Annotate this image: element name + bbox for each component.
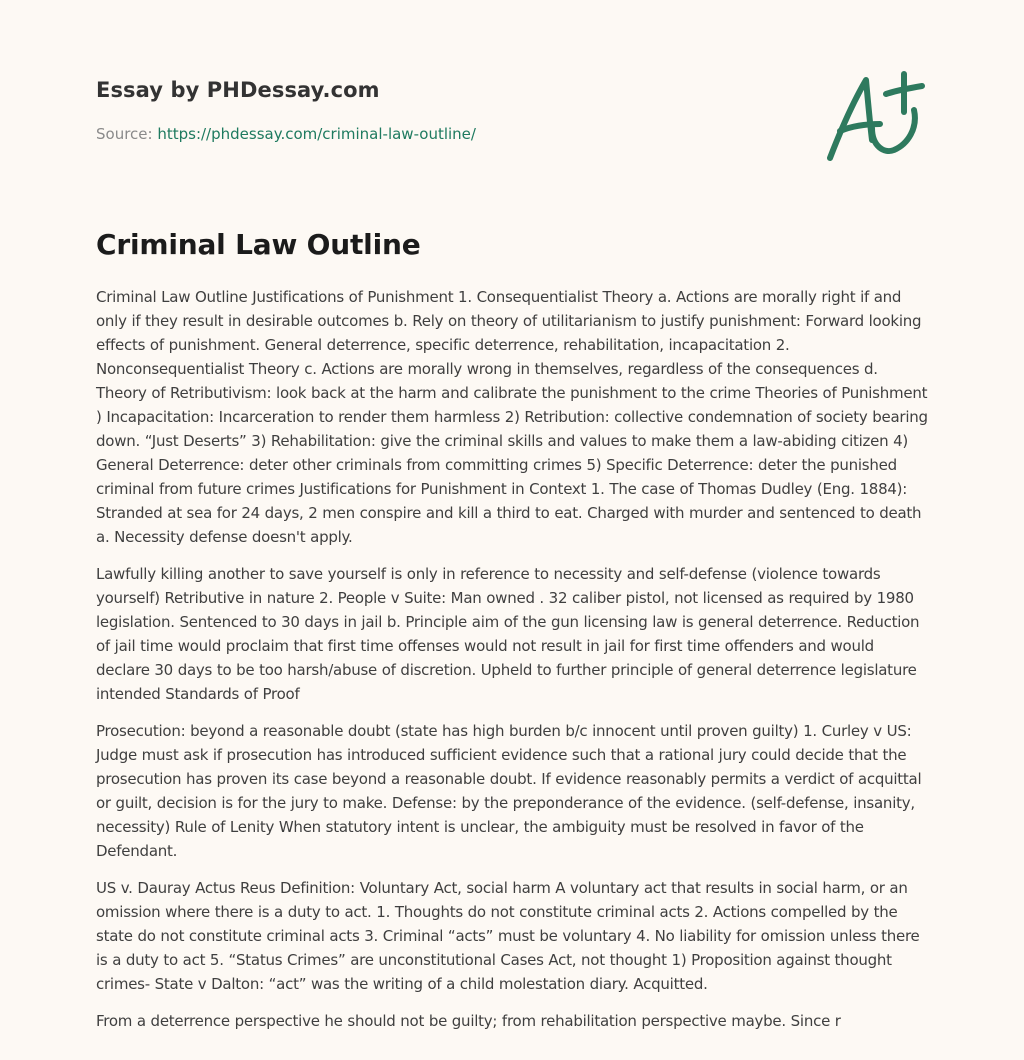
source-label: Source: bbox=[96, 125, 158, 143]
essay-paragraph: Lawfully killing another to save yourself is only in reference to necessity and self-defense (violence towards yourself) Retributive in nature 2. People v Suite: Man owned . 32 caliber pistol, not licensed as required by 1980 legislation. Sentenced to 30 days in jail b. Principle aim of the gun licensing law is general deterrence. Reduction of jail time would proclaim that first time offenses would not result in jail for first time offenders and would declare 30 days to be too harsh/abuse of discretion. Upheld to further principle of general deterrence legislature intended Standards of Proof bbox=[96, 565, 920, 703]
essay-body bbox=[96, 285, 932, 1046]
essay-paragraph: From a deterrence perspective he should not be guilty; from rehabilitation perspective maybe. Since r bbox=[96, 1012, 841, 1030]
source-link[interactable]: https://phdessay.com/criminal-law-outline/ bbox=[157, 125, 476, 143]
site-brand: Essay by PHDessay.com bbox=[96, 78, 380, 102]
a-plus-grade-icon bbox=[818, 66, 934, 166]
essay-paragraph: Criminal Law Outline Justifications of Punishment 1. Consequentialist Theory a. Actions are morally right if and only if they result in desirable outcomes b. Rely on theory of utilitarianism to justify punishment: Forward looking effects of punishment. General deterrence, specific deterrence, rehabilitation, incapacitation 2. Nonconsequentialist Theory c. Actions are morally wrong in themselves, regardless of the consequences d. Theory of Retributivism: look back at the harm and calibrate the punishment to the crime Theories of Punishment ) Incapacitation: Incarceration to render them harmless 2) Retribution: collective condemnation of society bearing down. “Just Deserts” 3) Rehabilitation: give the criminal skills and values to make them a law-abiding citizen 4) General Deterrence: deter other criminals from committing crimes 5) Specific Deterrence: deter the punished criminal from future crimes Justifications for Punishment in Context 1. The case of Thomas Dudley (Eng. 1884): Stranded at sea for 24 days, 2 men conspire and kill a third to eat. Charged with murder and sentenced to death a. Necessity defense doesn't apply. bbox=[96, 288, 928, 546]
essay-paragraph: Prosecution: beyond a reasonable doubt (state has high burden b/c innocent until proven guilty) 1. Curley v US: Judge must ask if prosecution has introduced sufficient evidence such that a rational jury could decide that the prosecution has proven its case beyond a reasonable doubt. If evidence reasonably permits a verdict of acquittal or guilt, decision is for the jury to make. Defense: by the preponderance of the evidence. (self-defense, insanity, necessity) Rule of Lenity When statutory intent is unclear, the ambiguity must be resolved in favor of the Defendant. bbox=[96, 722, 922, 860]
essay-header bbox=[96, 76, 936, 143]
essay-title: Criminal Law Outline bbox=[96, 228, 421, 261]
source-line bbox=[96, 124, 476, 144]
essay-paragraph: US v. Dauray Actus Reus Definition: Voluntary Act, social harm A voluntary act that results in social harm, or an omission where there is a duty to act. 1. Thoughts do not constitute criminal acts 2. Actions compelled by the state do not constitute criminal acts 3. Criminal “acts” must be voluntary 4. No liability for omission unless there is a duty to act 5. “Status Crimes” are unconstitutional Cases Act, not thought 1) Proposition against thought crimes- State v Dalton: “act” was the writing of a child molestation diary. Acquitted. bbox=[96, 879, 920, 993]
